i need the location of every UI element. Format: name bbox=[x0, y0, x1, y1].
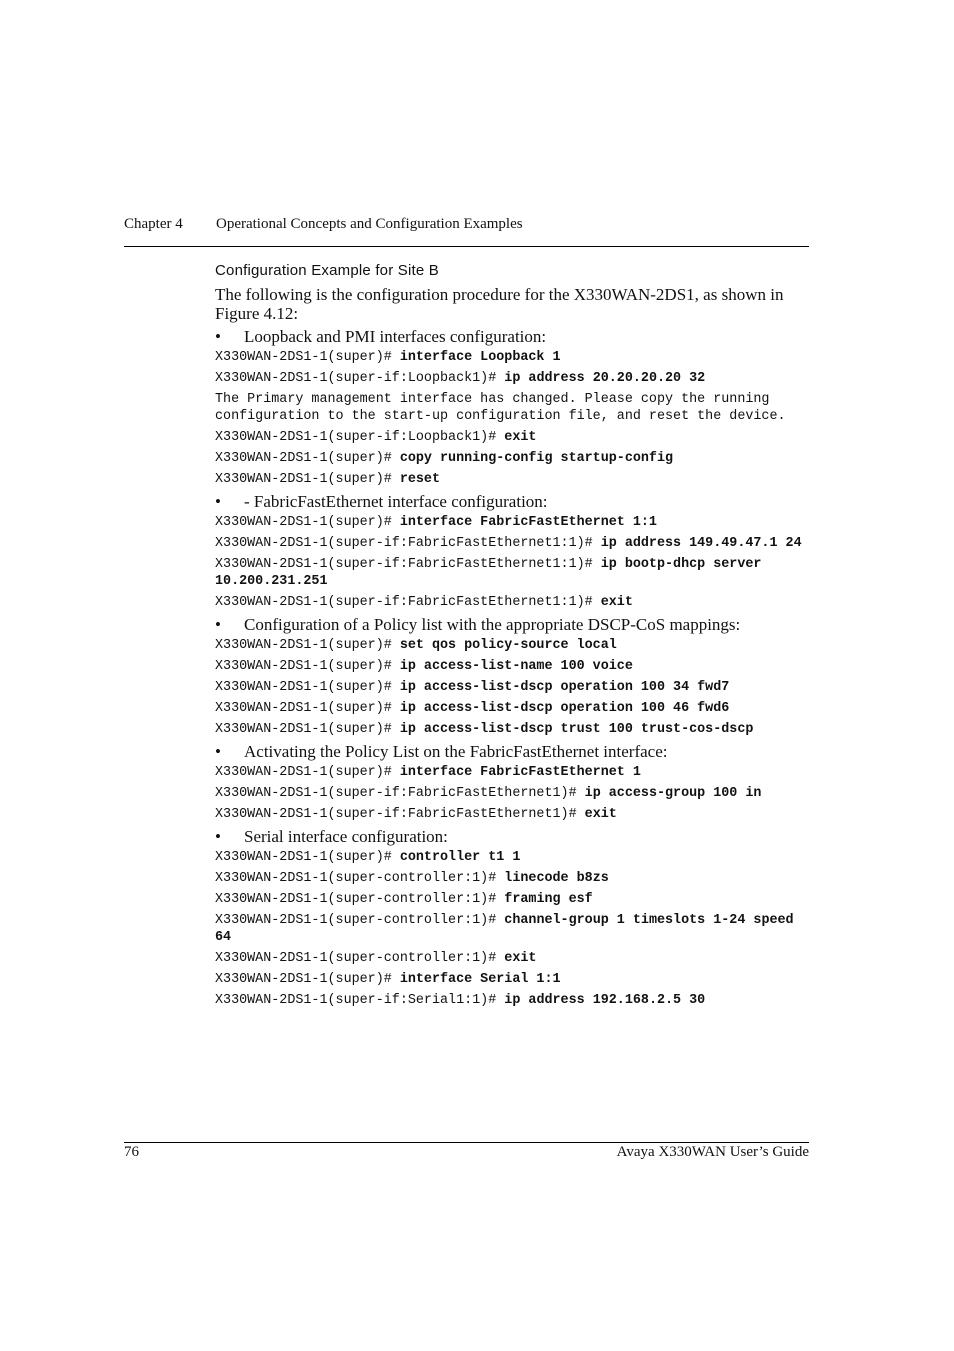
cli-command: reset bbox=[399, 472, 441, 487]
cli-command: copy running-config startup-config bbox=[399, 451, 674, 466]
cli-command: interface FabricFastEthernet 1 bbox=[399, 765, 641, 780]
bullet-text: - FabricFastEthernet interface configuration: bbox=[244, 492, 548, 511]
cli-command: ip access-list-dscp operation 100 34 fwd7 bbox=[399, 680, 730, 695]
cli-command: interface Loopback 1 bbox=[399, 350, 561, 365]
cli-prompt: X330WAN-2DS1-1(super-controller:1)# bbox=[215, 913, 505, 928]
cli-command: channel-group 1 timeslots 1-24 speed 64 bbox=[215, 913, 802, 945]
cli-prompt: X330WAN-2DS1-1(super-if:FabricFastEthernet1:1)# bbox=[215, 595, 601, 610]
bullet-dot: • bbox=[215, 492, 221, 511]
cli-prompt: X330WAN-2DS1-1(super)# bbox=[215, 850, 400, 865]
cli-command: ip access-list-name 100 voice bbox=[399, 659, 633, 674]
cli-prompt: X330WAN-2DS1-1(super-if:FabricFastEthernet1:1)# bbox=[215, 557, 601, 572]
cli-prompt: X330WAN-2DS1-1(super-if:FabricFastEthernet1)# bbox=[215, 807, 585, 822]
cli-command: exit bbox=[600, 595, 633, 610]
cli-prompt: X330WAN-2DS1-1(super-if:FabricFastEthernet1)# bbox=[215, 786, 585, 801]
cli-prompt: X330WAN-2DS1-1(super-if:Loopback1)# bbox=[215, 430, 505, 445]
cli-command: interface FabricFastEthernet 1:1 bbox=[399, 515, 657, 530]
cli-command: linecode b8zs bbox=[504, 871, 609, 886]
cli-prompt: X330WAN-2DS1-1(super)# bbox=[215, 638, 400, 653]
code-block-serial bbox=[215, 849, 815, 1009]
cli-output-note: The Primary management interface has changed. Please copy the running configuration to the start-up configuration file, and reset the device. bbox=[215, 392, 786, 424]
cli-line bbox=[215, 514, 815, 531]
bullet-dot: • bbox=[215, 327, 221, 346]
cli-prompt: X330WAN-2DS1-1(super-if:Loopback1)# bbox=[215, 371, 505, 386]
cli-line bbox=[215, 370, 815, 387]
chapter-title: Operational Concepts and Configuration Examples bbox=[216, 216, 523, 232]
page-content bbox=[215, 262, 815, 1013]
cli-line bbox=[215, 785, 815, 802]
bullet-item bbox=[215, 615, 815, 634]
cli-prompt: X330WAN-2DS1-1(super-controller:1)# bbox=[215, 871, 505, 886]
cli-prompt: X330WAN-2DS1-1(super)# bbox=[215, 701, 400, 716]
cli-line bbox=[215, 556, 815, 590]
bullet-item bbox=[215, 327, 815, 346]
section-title: Configuration Example for Site B bbox=[215, 262, 440, 279]
cli-prompt: X330WAN-2DS1-1(super)# bbox=[215, 972, 400, 987]
cli-line bbox=[215, 950, 815, 967]
cli-command: framing esf bbox=[504, 892, 593, 907]
bullet-item bbox=[215, 492, 815, 511]
cli-line bbox=[215, 679, 815, 696]
cli-line bbox=[215, 806, 815, 823]
page-header bbox=[124, 216, 809, 236]
cli-command: set qos policy-source local bbox=[399, 638, 617, 653]
cli-line bbox=[215, 594, 815, 611]
cli-prompt: X330WAN-2DS1-1(super-if:Serial1:1)# bbox=[215, 993, 505, 1008]
footer-divider bbox=[124, 1142, 809, 1143]
cli-line bbox=[215, 637, 815, 654]
cli-line bbox=[215, 429, 815, 446]
header-divider bbox=[124, 246, 809, 247]
cli-command: ip access-list-dscp operation 100 46 fwd6 bbox=[399, 701, 730, 716]
guide-title: Avaya X330WAN User’s Guide bbox=[616, 1144, 809, 1160]
cli-prompt: X330WAN-2DS1-1(super)# bbox=[215, 722, 400, 737]
cli-prompt: X330WAN-2DS1-1(super)# bbox=[215, 451, 400, 466]
cli-line bbox=[215, 849, 815, 866]
cli-command: exit bbox=[584, 807, 617, 822]
cli-line bbox=[215, 471, 815, 488]
cli-line bbox=[215, 700, 815, 717]
page-number: 76 bbox=[124, 1144, 139, 1160]
cli-line bbox=[215, 971, 815, 988]
cli-line bbox=[215, 450, 815, 467]
cli-command: ip address 192.168.2.5 30 bbox=[504, 993, 706, 1008]
cli-line bbox=[215, 349, 815, 366]
cli-line bbox=[215, 992, 815, 1009]
cli-prompt: X330WAN-2DS1-1(super)# bbox=[215, 680, 400, 695]
cli-command: ip access-group 100 in bbox=[584, 786, 762, 801]
cli-command: exit bbox=[504, 951, 537, 966]
cli-line bbox=[215, 912, 815, 946]
cli-prompt: X330WAN-2DS1-1(super-controller:1)# bbox=[215, 951, 505, 966]
cli-line bbox=[215, 891, 815, 908]
cli-prompt: X330WAN-2DS1-1(super)# bbox=[215, 350, 400, 365]
bullet-text: Activating the Policy List on the FabricFastEthernet interface: bbox=[244, 742, 668, 761]
cli-prompt: X330WAN-2DS1-1(super-if:FabricFastEthernet1:1)# bbox=[215, 536, 601, 551]
bullet-text: Loopback and PMI interfaces configuration: bbox=[244, 327, 547, 346]
bullet-dot: • bbox=[215, 827, 221, 846]
code-block-fabric-ethernet bbox=[215, 514, 815, 611]
bullet-item bbox=[215, 742, 815, 761]
bullet-dot: • bbox=[215, 615, 221, 634]
cli-line bbox=[215, 764, 815, 781]
cli-prompt: X330WAN-2DS1-1(super)# bbox=[215, 472, 400, 487]
cli-line bbox=[215, 721, 815, 738]
cli-prompt: X330WAN-2DS1-1(super)# bbox=[215, 765, 400, 780]
bullet-item bbox=[215, 827, 815, 846]
code-block-policy-list bbox=[215, 637, 815, 738]
bullet-dot: • bbox=[215, 742, 221, 761]
bullet-text: Configuration of a Policy list with the appropriate DSCP-CoS mappings: bbox=[244, 615, 741, 634]
code-block-activate-policy bbox=[215, 764, 815, 823]
bullet-text: Serial interface configuration: bbox=[244, 827, 448, 846]
page-footer bbox=[124, 1144, 809, 1164]
cli-prompt: X330WAN-2DS1-1(super)# bbox=[215, 659, 400, 674]
cli-prompt: X330WAN-2DS1-1(super-controller:1)# bbox=[215, 892, 505, 907]
cli-command: ip address 20.20.20.20 32 bbox=[504, 371, 706, 386]
cli-line bbox=[215, 870, 815, 887]
cli-command: controller t1 1 bbox=[399, 850, 521, 865]
cli-command: ip bootp-dhcp server 10.200.231.251 bbox=[215, 557, 770, 589]
cli-prompt: X330WAN-2DS1-1(super)# bbox=[215, 515, 400, 530]
cli-command: exit bbox=[504, 430, 537, 445]
intro-paragraph: The following is the configuration procedure for the X330WAN-2DS1, as shown in Figure 4.12: bbox=[215, 285, 784, 323]
code-block-loopback bbox=[215, 349, 815, 488]
cli-command: ip address 149.49.47.1 24 bbox=[600, 536, 802, 551]
cli-command: interface Serial 1:1 bbox=[399, 972, 561, 987]
cli-command: ip access-list-dscp trust 100 trust-cos-dscp bbox=[399, 722, 754, 737]
chapter-label: Chapter 4 bbox=[124, 216, 183, 232]
cli-line bbox=[215, 658, 815, 675]
cli-line bbox=[215, 535, 815, 552]
